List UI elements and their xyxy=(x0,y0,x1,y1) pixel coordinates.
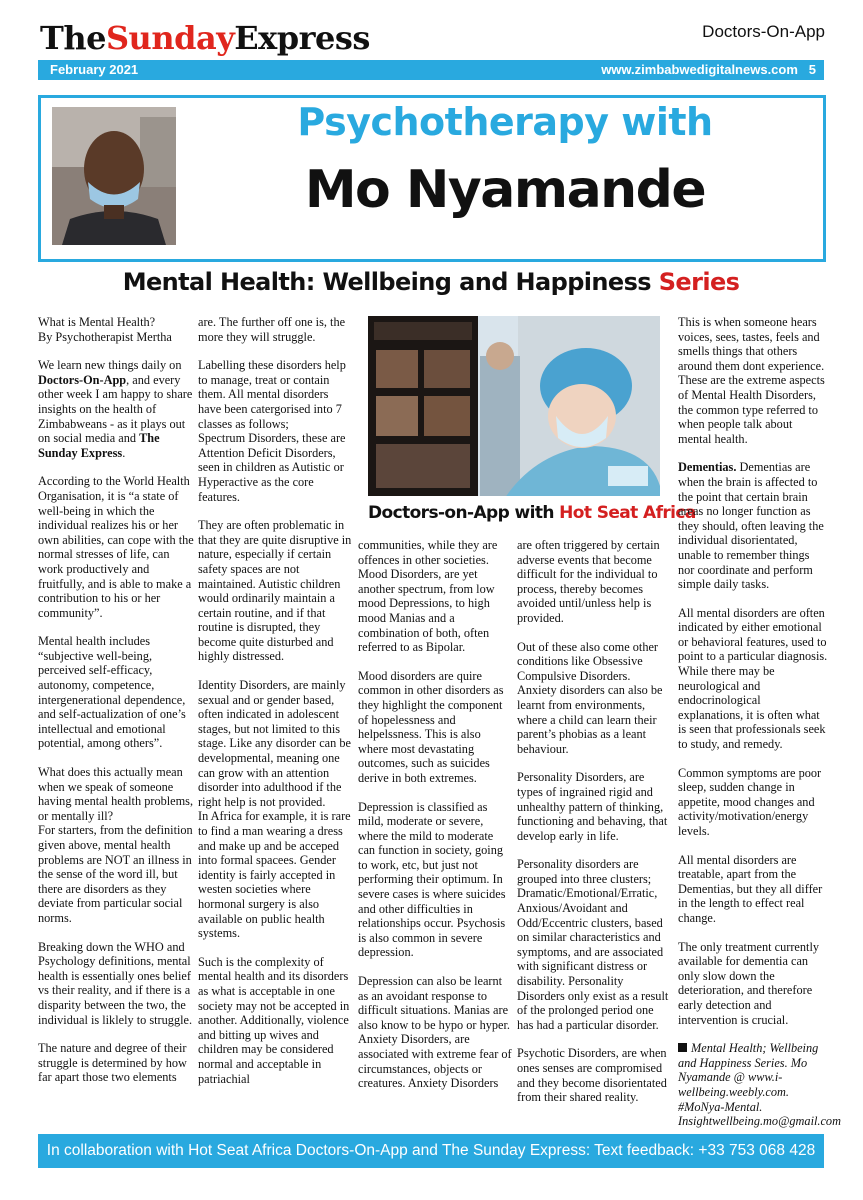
paragraph: This is when someone hears voices, sees, tastes, feels and smells things that others around them dont experience. These are the extreme aspects of Mental Health Disorders, the common type referred to when people talk about mental health. xyxy=(678,315,825,446)
article-column-5 xyxy=(678,315,841,1143)
series-title-main: Mental Health: Wellbeing and Happiness xyxy=(122,268,659,296)
top-info-bar xyxy=(38,60,824,80)
paragraph: Identity Disorders, are mainly sexual and or gender based, often indicated in adolescent stages, but not limited to this stage. Like any disorder can be developmental, meaning one can grow with an attention disorder into adulthood if the right help is not provided. xyxy=(198,678,351,809)
paragraph: . xyxy=(122,445,126,460)
paragraph: Labelling these disorders help to manage, treat or contain them. All mental disorders have been catergorised into 7 classes as follows; xyxy=(198,358,346,431)
paragraph: communities, while they are offences in other societies. Mood Disorders, are yet another spectrum, from low mood Depressions, to high mood Manias and a combination of both, often referred to as Bipolar. xyxy=(358,538,498,655)
paragraph: The only treatment currently available for dementia can only slow down the deterioration, and therefore early detection and intervention is crucial. xyxy=(678,939,820,1027)
photo-caption xyxy=(368,496,696,530)
footer-banner: In collaboration with Hot Seat Africa Doctors-On-App and The Sunday Express: Text feedback: +33 753 068 428 xyxy=(38,1134,824,1168)
brand-name: Doctors-On-App xyxy=(38,372,127,387)
masthead-the: The xyxy=(40,19,106,57)
paragraph: We learn new things daily on xyxy=(38,358,182,373)
article-column-3 xyxy=(358,538,512,1105)
paragraph: are. The further off one is, the more they will struggle. xyxy=(198,315,346,344)
author-credit: Mental Health; Wellbeing and Happiness Series. Mo Nyamande @ www.i-wellbeing.weebly.com. #MoNya-Mental. Insightwellbeing.mo@gmail.com xyxy=(678,1041,841,1129)
paragraph: All mental disorders are often indicated by either emotional or behavioral features, used to point to a particular diagnosis. While there may be neurological and endocrinological explanations, it is often what is seen that professionals seek to study, and remedy. xyxy=(678,605,828,752)
caption-accent: Hot Seat Africa xyxy=(559,503,696,523)
site-url: www.zimbabwedigitalnews.com xyxy=(601,62,798,77)
paragraph: Dementias are when the brain is affected to the point that certain brain areas no longer function as they should, often leaving the individual disorientated, unable to remember things nor coordinate and perform simple daily tasks. xyxy=(678,460,824,592)
paragraph: , and every other week I am happy to share insights on the health of Zimbabweans - as it plays out on social media and xyxy=(38,372,193,446)
masthead-express: Express xyxy=(234,19,370,57)
paragraph: Common symptoms are poor sleep, sudden change in appetite, mood changes and activity/motivation/energy levels. xyxy=(678,765,822,838)
paragraph: For starters, from the definition given above, mental health problems are NOT an illness in the sense of the word ill, but there are disorders as they deviate from particular social norms. xyxy=(38,823,193,925)
issue-date: February 2021 xyxy=(50,62,139,77)
paragraph: Depression can also be learnt as an avoidant response to difficult situations. Manias are also know to be hypo or hyper. xyxy=(358,974,510,1032)
article-column-1 xyxy=(38,315,194,1099)
paper-name: The Sunday Express xyxy=(38,431,160,460)
paragraph: What does this actually mean when we speak of someone having mental health problems, or mentally ill? xyxy=(38,765,194,823)
caption-main: Doctors-on-App with xyxy=(368,503,560,523)
subhead-dementias: Dementias. xyxy=(678,460,737,475)
section-label: Doctors-On-App xyxy=(702,22,825,41)
author-photo xyxy=(52,107,176,245)
paragraph: Depression is classified as mild, moderate or severe, where the mild to moderate can function in society, going to work, etc, but just not performing their optimum. In severe cases is where suicides and other difficulties in relationships occur. Psychosis is also common in severe depression. xyxy=(358,799,506,960)
title-line-1: Psychotherapy with xyxy=(297,100,713,144)
paragraph: According to the World Health Organisation, it is “a state of well-being in which the individual realizes his or her own abilities, can cope with the normal stresses of life, can work productively and fruitfully, and is able to make a contribution to his or her community”. xyxy=(38,474,194,620)
paragraph: Mood disorders are quire common in other disorders as they highlight the component of hopelessness and helpelssness. This is also where most devastating outcomes, such as suicides derive in both extremes. xyxy=(358,668,504,785)
paragraph: The nature and degree of their struggle is determined by how far apart those two elements xyxy=(38,1041,187,1085)
paragraph: Breaking down the WHO and Psychology definitions, mental health is essentially ones belief vs their reality, and if there is a disparity between the two, the individual is liklely to struggle. xyxy=(38,939,193,1027)
paragraph: They are often problematic in that they are quite disruptive in nature, especially if certain safety spaces are not maintained. Autistic children would ordinarily maintain a certain routine, and if that routine is disrupted, they become quite disturbed and highly distressed. xyxy=(198,518,352,664)
paragraph: Personality disorders are grouped into three clusters; Dramatic/Emotional/Erratic, Anxious/Avoidant and Odd/Eccentric clusters, based on similar characteristics and symptoms, and are associated with significant distress or disability. Personality Disorders only exist as a result of the prolonged period one has had a particular disorder. xyxy=(517,857,669,1032)
intro-question: What is Mental Health? xyxy=(38,315,156,329)
paragraph: All mental disorders are treatable, apart from the Dementias, but they all differ in the length to effect real change. xyxy=(678,852,823,925)
paragraph: In Africa for example, it is rare to find a man wearing a dress and make up and be acceped into formal spacees. Gender identity is fairly accepted in westen societies where hormonal surgery is also available on public health systems. xyxy=(198,809,351,941)
paragraph: Personality Disorders, are types of ingrained rigid and unhealthy pattern of thinking, functioning and behaving, that develop early in life. xyxy=(517,770,668,843)
series-title-accent: Series xyxy=(658,268,740,296)
paragraph: Spectrum Disorders, these are Attention Deficit Disorders, seen in children as Autistic or Hyperactive as the core features. xyxy=(198,431,346,504)
article-column-2 xyxy=(198,315,353,1100)
series-title xyxy=(38,268,824,296)
article-column-4 xyxy=(517,538,671,1119)
paragraph: Psychotic Disorders, are when ones senses are compromised and they become disorientated from their shared reality. xyxy=(517,1046,667,1105)
page-number: 5 xyxy=(808,62,816,77)
site-and-page xyxy=(601,62,816,77)
paragraph: Such is the complexity of mental health and its disorders as what is acceptable in one society may not be accepted in another. Additionally, violence and bitting up wives and children may be considered normal and acceptable in patriachial xyxy=(198,954,350,1086)
paragraph: Mental health includes “subjective well-being, perceived self-efficacy, autonomy, competence, intergenerational dependence, and self-actualization of one’s intellectual and emotional potential, among others”. xyxy=(38,634,186,751)
paragraph: Out of these also come other conditions like Obsessive Compulsive Disorders. Anxiety disorders can also be learnt from environments, where a child can learn their parent’s phobias as a leant behaviour. xyxy=(517,639,663,756)
newspaper-masthead xyxy=(40,18,370,58)
end-square-icon xyxy=(678,1043,687,1052)
paragraph: Anxiety Disorders, are associated with extreme fear of circumstances, objects or creatures. Anxiety Disorders xyxy=(358,1032,512,1091)
masthead-sunday: Sunday xyxy=(105,19,235,57)
byline: By Psychotherapist Mertha xyxy=(38,329,172,344)
title-line-2: Mo Nyamande xyxy=(304,160,706,220)
paragraph: are often triggered by certain adverse events that become difficult for the individual to process, thereby becomes avoided until/unless help is provided. xyxy=(517,538,660,625)
